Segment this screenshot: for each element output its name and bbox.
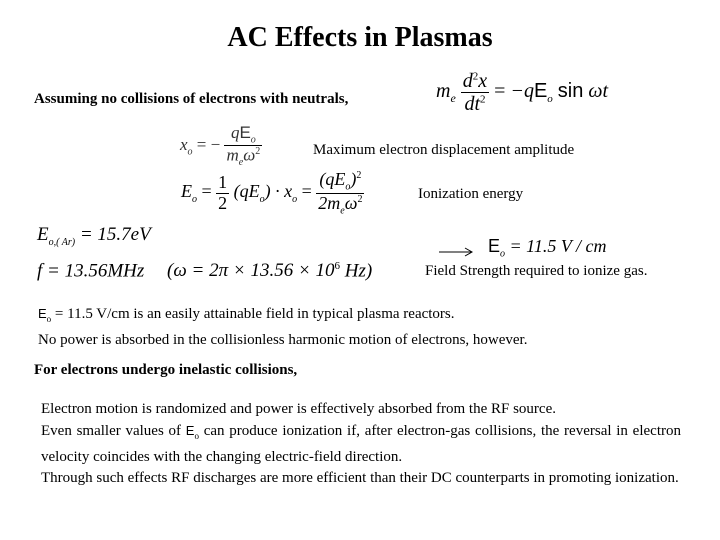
frequency-equation: f = 13.56MHz ($\omega = 2\pi \times 13.56 \times 10^6$ Hz) xyxy=(37,260,373,282)
argon-ionization-equation: $E_{o,( Ar)} = 15.7eV$ xyxy=(37,224,151,248)
paragraph-collisionless: $E_o = 11.5$ V/cm is an easily attainable field in typical plasma reactors. No power is absorbed in the collisionless harmonic motion of electrons, however. xyxy=(38,306,528,348)
ionization-energy-label: Ionization energy xyxy=(418,186,524,202)
equation-of-motion: $m_e$ $\frac{d^2x}{dt^2}$ = $-qE_o$ sin ωt xyxy=(436,70,609,115)
inelastic-heading: For electrons undergo inelastic collisions, xyxy=(34,362,298,378)
energy-equation: $E_o$ = $\frac{1}{2}$ $(qE_o) \cdot x_o$ = $\frac{(qE_o)^2}{2m_e\omega^2}$ xyxy=(181,169,363,217)
field-strength-equation: $E_o = 11.5$ V / cm xyxy=(488,236,607,260)
paragraph-inelastic: Electron motion is randomized and power is effectively absorbed from the RF source. Even smaller values of $E_o$ can produce ionization if, after electron-gas collisions, the reversal in electron velocity coincides with the changing electric-field direction. Through such effects RF discharges are more efficient than their DC counterparts in promoting ionization. xyxy=(41,401,681,486)
intro-text: Assuming no collisions of electrons with neutrals, xyxy=(34,91,349,107)
field-strength-label: Field Strength required to ionize gas. xyxy=(425,263,648,279)
page-title: AC Effects in Plasmas xyxy=(227,22,493,53)
displacement-equation: $x_o$ = − $\frac{qE_o}{m_e\omega^2}$ xyxy=(180,123,261,169)
right-arrow-icon xyxy=(437,244,477,258)
second-derivative-fraction: $\frac{d^2x}{dt^2}$ xyxy=(462,70,488,115)
max-displacement-label: Maximum electron displacement amplitude xyxy=(313,142,575,158)
